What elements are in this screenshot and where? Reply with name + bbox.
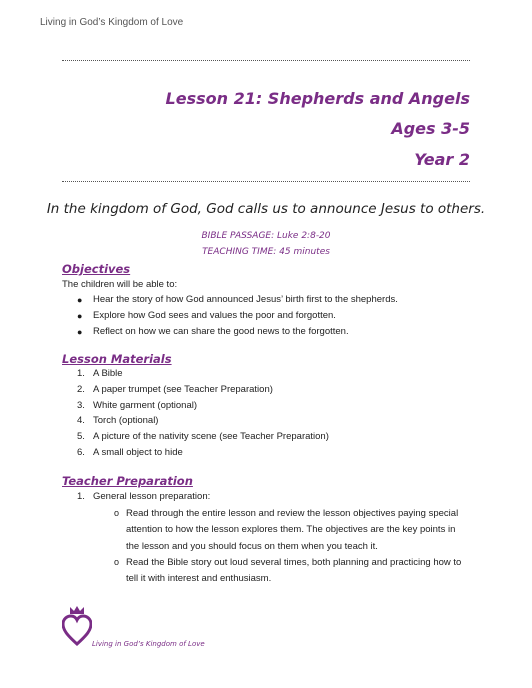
objective-item: Reflect on how we can share the good news to the forgotten.	[93, 326, 349, 337]
page-footer: Living in God’s Kingdom of Love	[92, 640, 205, 648]
circle-bullet-icon: o	[114, 557, 120, 567]
objective-item: Hear the story of how God announced Jesus’ birth first to the shepherds.	[93, 294, 398, 305]
preparation-subitem-line: Read through the entire lesson and review the lesson objectives paying special	[126, 508, 459, 519]
list-number: 5.	[77, 431, 85, 442]
crown-heart-icon	[62, 604, 92, 648]
material-item: Torch (optional)	[93, 415, 159, 426]
year-label: Year 2	[414, 150, 470, 169]
preparation-subitem-line: the lesson and you should focus on them when you teach it.	[126, 541, 378, 552]
list-number: 1.	[77, 368, 85, 379]
material-item: A picture of the nativity scene (see Teacher Preparation)	[93, 431, 329, 442]
preparation-heading: Teacher Preparation	[62, 474, 193, 488]
preparation-item: General lesson preparation:	[93, 491, 211, 502]
material-item: A paper trumpet (see Teacher Preparation)	[93, 384, 273, 395]
bible-passage: BIBLE PASSAGE: Luke 2:8-20	[201, 231, 331, 241]
list-number: 2.	[77, 384, 85, 395]
list-number: 4.	[77, 415, 85, 426]
title-divider	[62, 181, 470, 182]
age-range: Ages 3-5	[391, 119, 470, 138]
objectives-intro: The children will be able to:	[62, 279, 178, 290]
bullet-icon: ●	[77, 327, 83, 337]
page-header: Living in God’s Kingdom of Love	[40, 17, 184, 28]
materials-heading: Lesson Materials	[62, 352, 172, 366]
lesson-theme: In the kingdom of God, God calls us to announce Jesus to others.	[46, 201, 486, 217]
list-number: 3.	[77, 400, 85, 411]
preparation-subitem-line: Read the Bible story out loud several times, both planning and practicing how to	[126, 557, 462, 568]
lesson-title: Lesson 21: Shepherds and Angels	[165, 89, 470, 108]
top-divider	[62, 60, 470, 61]
bullet-icon: ●	[77, 295, 83, 305]
objective-item: Explore how God sees and values the poor and forgotten.	[93, 310, 336, 321]
teaching-time: TEACHING TIME: 45 minutes	[202, 247, 330, 257]
objectives-heading: Objectives	[62, 262, 131, 276]
material-item: White garment (optional)	[93, 400, 198, 411]
material-item: A small object to hide	[93, 447, 183, 458]
preparation-subitem-line: attention to how the lesson explores them. The objectives are the key points in	[126, 524, 456, 535]
list-number: 6.	[77, 447, 85, 458]
bullet-icon: ●	[77, 311, 83, 321]
list-number: 1.	[77, 491, 85, 502]
preparation-subitem-line: tell it with interest and enthusiasm.	[126, 573, 272, 584]
circle-bullet-icon: o	[114, 508, 120, 518]
material-item: A Bible	[93, 368, 123, 379]
